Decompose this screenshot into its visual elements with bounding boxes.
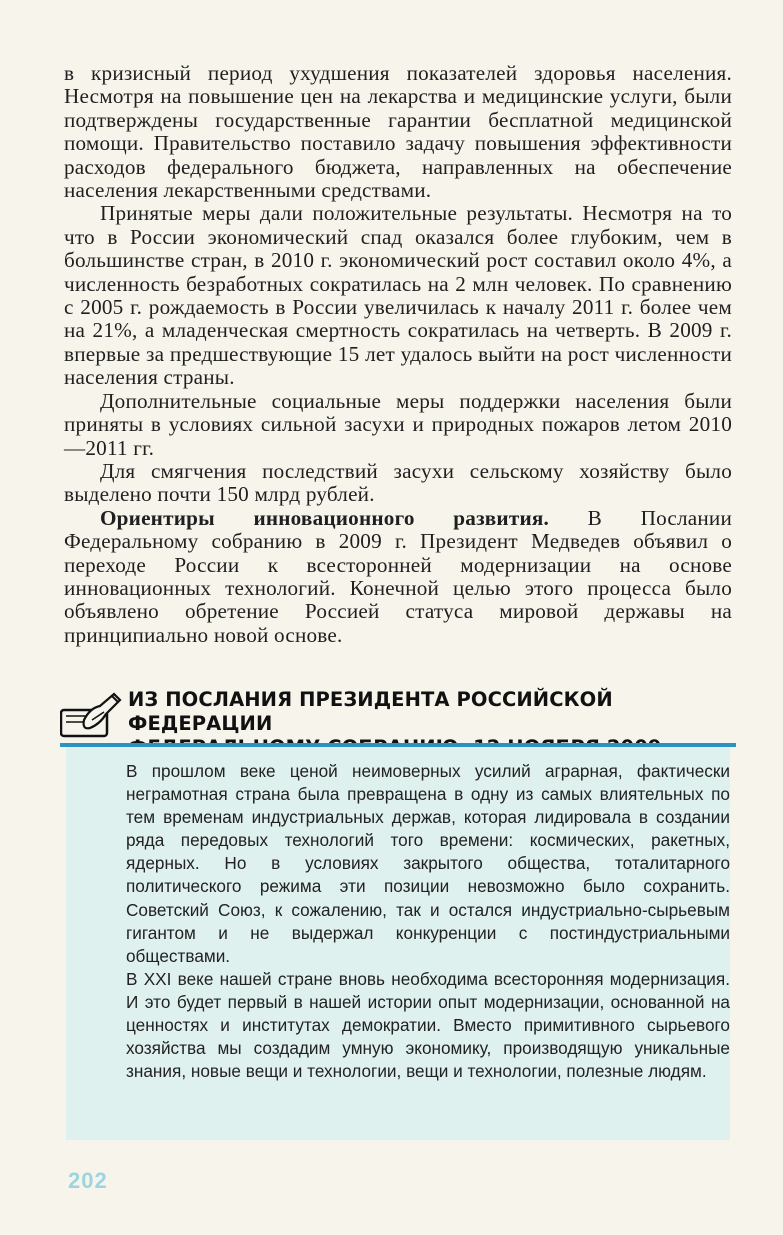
paragraph-2: Принятые меры дали положительные результаты. Несмотря на то что в России экономический спад оказался более глубоким, чем в большинстве стран, в 2010 г. экономический рост составил около 4%, а численность безработных сократилась на 2 млн человек. По сравнению с 2005 г. рождаемость в России увеличилась к началу 2011 г. более чем на 21%, а младенческая смертность сократилась на четверть. В 2009 г. впервые за предшествующие 15 лет удалось выйти на рост численности населения страны. [64, 201, 732, 390]
paragraph-3: Дополнительные социальные меры поддержки населения были приняты в условиях сильной засухи и природных пожаров летом 2010—2011 гг. [64, 388, 732, 460]
section-heading: Ориентиры инновационного развития. [100, 505, 550, 530]
quote-paragraph-1: В прошлом веке ценой неимоверных усилий аграрная, фактически неграмотная страна была превращена в одну из самых влиятельных по тем временам индустриальных держав, которая лидировала в создании ряда передовых технологий того времени: космических, ракетных, ядерных. Но в условиях закрытого общества, тоталитарного политического режима эти позиции невозможно было сохранить. Советский Союз, к сожалению, так и остался индустриально-сырьевым гигантом и не выдержал конкуренции с постиндустриальными обществами. [126, 761, 730, 966]
quote-paragraph-2: В XXI веке нашей стране вновь необходима всесторонняя модернизация. И это будет первый в нашей истории опыт модернизации, основанной на ценностях и институтах демократии. Вместо примитивного сырьевого хозяйства мы создадим умную экономику, производящую уникальные знания, новые вещи и технологии, вещи и технологии, полезные людям. [126, 968, 730, 1082]
paragraph-1: в кризисный период ухудшения показателей здоровья населения. Несмотря на повышение цен на лекарства и медицинские услуги, были подтверждены государственные гарантии бесплатной медицинской помощи. Правительство поставило задачу повышения эффективности расходов федерального бюджета, направленных на обеспечение населения лекарственными средствами. [64, 61, 732, 203]
main-text [64, 62, 732, 647]
writing-hand-icon [60, 690, 122, 738]
paragraph-5-text: В Послании Федеральному собранию в 2009 г. Президент Медведев объявил о переходе России к всесторонней модернизации на основе инновационных технологий. Конечной целью этого процесса было объявлено обретение Россией статуса мировой державы на принципиально новой основе. [64, 505, 733, 647]
document-quote [126, 760, 730, 1083]
document-header [60, 688, 736, 744]
paragraph-5 [64, 507, 732, 647]
page-number: 202 [68, 1168, 108, 1193]
paragraph-4: Для смягчения последствий засухи сельскому хозяйству было выделено почти 150 млрд рублей. [64, 458, 732, 507]
document-title-line-1: ИЗ ПОСЛАНИЯ ПРЕЗИДЕНТА РОССИЙСКОЙ ФЕДЕРАЦИИ [128, 688, 613, 735]
